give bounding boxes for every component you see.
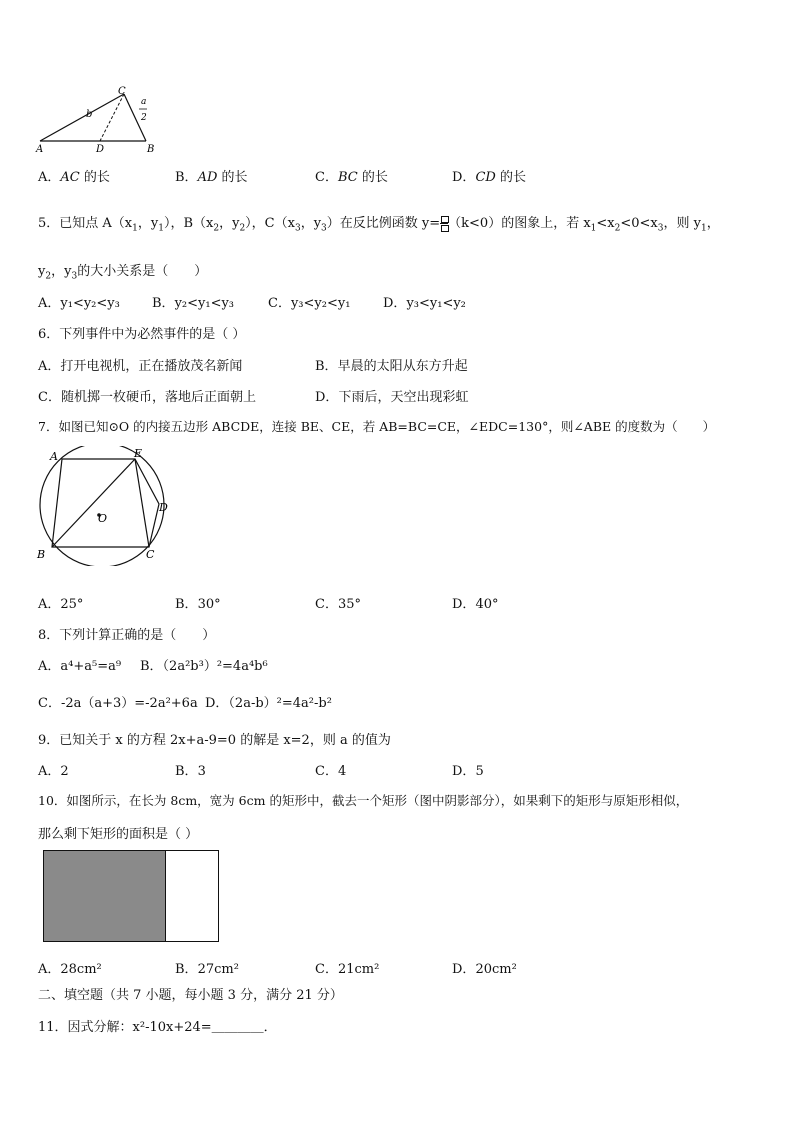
fraction-icon [440, 216, 448, 232]
label-2: 2 [141, 113, 147, 123]
label-A: A [36, 144, 44, 155]
q6-option-c: C．随机掷一枚硬币，落地后正面朝上 [38, 390, 256, 405]
q4-option-c: C．BC 的长 [315, 170, 388, 185]
q10-option-d: D．20cm² [452, 962, 517, 977]
q4-option-d: D．CD 的长 [452, 170, 526, 185]
label-a: a [141, 97, 147, 107]
q10-option-a: A．28cm² [38, 962, 102, 977]
q5-option-d: D．y₃<y₁<y₂ [383, 296, 466, 311]
q9-option-a: A．2 [38, 764, 69, 779]
q5-stem-line2: $y_2$，$y_3$的大小关系是（ ） [38, 264, 208, 282]
q6-option-d: D．下雨后，天空出现彩虹 [315, 390, 469, 405]
label-D: D [159, 501, 168, 514]
label-b: b [86, 109, 93, 120]
q11-stem: 11．因式分解：x²-10x+24=＿＿＿＿． [38, 1020, 277, 1035]
label-A: A [50, 450, 58, 463]
label-B: B [37, 548, 46, 561]
q6-option-b: B．早晨的太阳从东方升起 [315, 359, 468, 374]
q6-option-a: A．打开电视机，正在播放茂名新闻 [38, 359, 243, 374]
q5-option-c: C．y₃<y₂<y₁ [268, 296, 351, 311]
q7-option-b: B．30° [175, 597, 221, 612]
q6-stem: 6．下列事件中为必然事件的是（ ） [38, 327, 246, 342]
triangle-figure [34, 84, 164, 156]
q7-stem: 7．如图已知⊙O 的内接五边形 ABCDE，连接 BE、CE，若 AB=BC=CE，∠EDC=130°，则∠ABE 的度数为（ ） [38, 419, 716, 434]
q7-option-a: A．25° [38, 597, 84, 612]
q10-option-b: B．27cm² [175, 962, 239, 977]
label-E: E [134, 447, 143, 460]
label-C: C [146, 548, 155, 561]
rectangle-figure [43, 850, 219, 942]
q8-option-d: D．（2a-b）²=4a²-b² [205, 696, 332, 711]
q9-option-c: C．4 [315, 764, 347, 779]
q10-stem-line1: 10．如图所示，在长为 8cm，宽为 6cm 的矩形中，截去一个矩形（图中阴影部分），如果剩下的矩形与原矩形相似， [38, 793, 689, 808]
q8-option-b: B．（2a²b³）²=4a⁴b⁶ [140, 659, 268, 674]
q5-option-b: B．y₂<y₁<y₃ [152, 296, 235, 311]
q5-stem: 5．已知点 $A(x_1$，$y_1$），$B(x_2$，$y_2$），$C(x_3$，$y_3$）在反比例函数 y= （k<0）的图象上，若 $x_1<x_2<0<x_3$，则 $y_1$， [38, 216, 720, 234]
label-B: B [147, 144, 155, 155]
q7-option-d: D．40° [452, 597, 499, 612]
q5-option-a: A．y₁<y₂<y₃ [38, 296, 120, 311]
q8-option-a: A．a⁴+a⁵=a⁹ [38, 659, 122, 674]
q7-option-c: C．35° [315, 597, 361, 612]
q4-option-a: A．AC 的长 [38, 170, 110, 185]
section-title: 二、填空题（共 7 小题，每小题 3 分，满分 21 分） [38, 988, 343, 1003]
label-D: D [96, 144, 105, 155]
pentagon-circle-figure [32, 446, 177, 566]
q9-stem: 9．已知关于 x 的方程 2x+a-9=0 的解是 x=2，则 a 的值为 [38, 733, 391, 748]
label-O: O [98, 512, 108, 525]
q8-option-c: C．-2a（a+3）=-2a²+6a [38, 696, 198, 711]
q10-option-c: C．21cm² [315, 962, 380, 977]
q9-option-d: D．5 [452, 764, 484, 779]
q8-stem: 8．下列计算正确的是（ ） [38, 628, 216, 643]
shaded-rectangle [44, 851, 166, 941]
q4-option-b: B．AD 的长 [175, 170, 248, 185]
label-C: C [118, 86, 126, 97]
q9-option-b: B．3 [175, 764, 206, 779]
q10-stem-line2: 那么剩下矩形的面积是（ ） [38, 827, 199, 842]
